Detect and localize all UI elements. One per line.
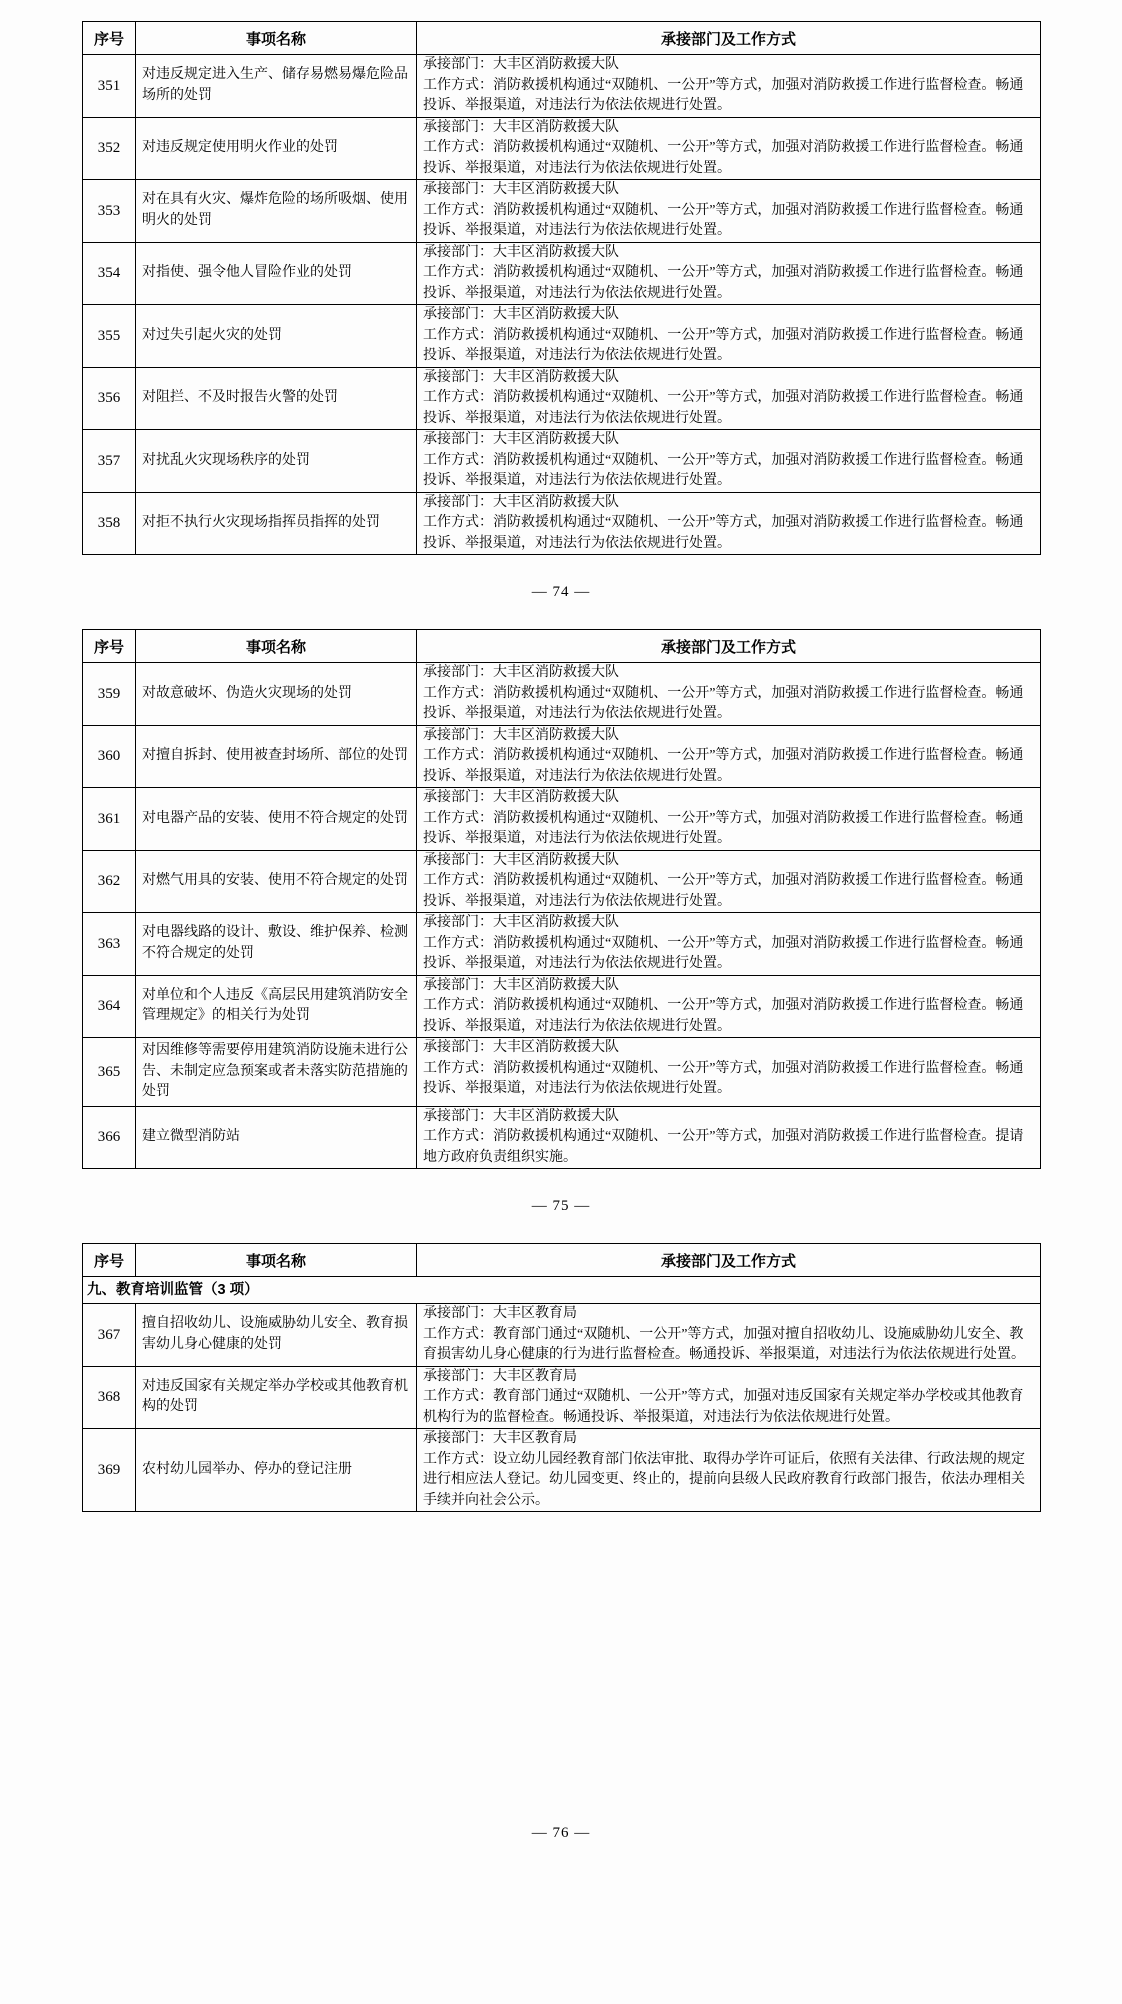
dept-and-method <box>417 975 1041 1038</box>
work-method: 工作方式：消防救援机构通过“双随机、一公开”等方式，加强对消防救援工作进行监督检查。畅通投诉、举报渠道，对违法行为依法依规进行处置。 <box>423 685 1024 721</box>
item-name: 对阻拦、不及时报告火警的处罚 <box>136 367 417 430</box>
work-method: 工作方式：消防救援机构通过“双随机、一公开”等方式，加强对消防救援工作进行监督检查。提请地方政府负责组织实施。 <box>423 1129 1024 1165</box>
dept-and-method <box>417 788 1041 851</box>
undertaking-department: 承接部门：大丰区消防救援大队 <box>423 665 619 680</box>
dept-and-method <box>417 1304 1041 1367</box>
item-name: 对扰乱火灾现场秩序的处罚 <box>136 430 417 493</box>
work-method: 工作方式：消防救援机构通过“双随机、一公开”等方式，加强对消防救援工作进行监督检查。畅通投诉、举报渠道，对违法行为依法依规进行处置。 <box>423 265 1024 301</box>
work-method: 工作方式：消防救援机构通过“双随机、一公开”等方式，加强对消防救援工作进行监督检查。畅通投诉、举报渠道，对违法行为依法依规进行处置。 <box>423 140 1024 176</box>
dept-and-method <box>417 305 1041 368</box>
undertaking-department: 承接部门：大丰区消防救援大队 <box>423 432 619 447</box>
dept-and-method <box>417 430 1041 493</box>
header-dept-method: 承接部门及工作方式 <box>417 22 1041 55</box>
item-name: 对电器线路的设计、敷设、维护保养、检测不符合规定的处罚 <box>136 913 417 976</box>
row-serial-number: 363 <box>83 913 136 976</box>
item-name: 农村幼儿园举办、停办的登记注册 <box>136 1429 417 1512</box>
dept-and-method <box>417 913 1041 976</box>
work-method: 工作方式：消防救援机构通过“双随机、一公开”等方式，加强对消防救援工作进行监督检查。畅通投诉、举报渠道，对违法行为依法依规进行处置。 <box>423 77 1024 113</box>
items-table-75 <box>82 629 1041 1169</box>
work-method: 工作方式：消防救援机构通过“双随机、一公开”等方式，加强对消防救援工作进行监督检查。畅通投诉、举报渠道，对违法行为依法依规进行处置。 <box>423 998 1024 1034</box>
header-item-name: 事项名称 <box>136 630 417 663</box>
row-serial-number: 365 <box>83 1038 136 1107</box>
undertaking-department: 承接部门：大丰区教育局 <box>423 1431 577 1446</box>
undertaking-department: 承接部门：大丰区消防救援大队 <box>423 494 619 510</box>
item-name: 对因维修等需要停用建筑消防设施未进行公告、未制定应急预案或者未落实防范措施的处罚 <box>136 1038 417 1107</box>
work-method: 工作方式：教育部门通过“双随机、一公开”等方式，加强对擅自招收幼儿、设施威胁幼儿安全、教育损害幼儿身心健康的行为进行监督检查。畅通投诉、举报渠道，对违法行为依法依规进行处置。 <box>423 1326 1025 1362</box>
row-serial-number: 356 <box>83 367 136 430</box>
undertaking-department: 承接部门：大丰区消防救援大队 <box>423 369 619 385</box>
table-row <box>83 1429 1041 1512</box>
row-serial-number: 367 <box>83 1304 136 1367</box>
dept-and-method <box>417 180 1041 243</box>
work-method: 工作方式：消防救援机构通过“双随机、一公开”等方式，加强对消防救援工作进行监督检查。畅通投诉、举报渠道，对违法行为依法依规进行处置。 <box>423 810 1024 846</box>
table-row <box>83 725 1041 788</box>
work-method: 工作方式：消防救援机构通过“双随机、一公开”等方式，加强对消防救援工作进行监督检查。畅通投诉、举报渠道，对违法行为依法依规进行处置。 <box>423 515 1024 551</box>
page-number: — 75 — <box>531 1198 591 1214</box>
page-75 <box>0 629 1122 1215</box>
header-item-name: 事项名称 <box>136 1244 417 1277</box>
row-serial-number: 355 <box>83 305 136 368</box>
work-method: 工作方式：消防救援机构通过“双随机、一公开”等方式，加强对消防救援工作进行监督检查。畅通投诉、举报渠道，对违法行为依法依规进行处置。 <box>423 202 1024 238</box>
table-row <box>83 180 1041 243</box>
undertaking-department: 承接部门：大丰区消防救援大队 <box>423 244 619 260</box>
work-method: 工作方式：消防救援机构通过“双随机、一公开”等方式，加强对消防救援工作进行监督检查。畅通投诉、举报渠道，对违法行为依法依规进行处置。 <box>423 390 1024 426</box>
item-name: 对在具有火灾、爆炸危险的场所吸烟、使用明火的处罚 <box>136 180 417 243</box>
dept-and-method <box>417 1106 1041 1169</box>
table-header-row <box>83 22 1041 55</box>
undertaking-department: 承接部门：大丰区消防救援大队 <box>423 307 619 322</box>
item-name: 对单位和个人违反《高层民用建筑消防安全管理规定》的相关行为处罚 <box>136 975 417 1038</box>
work-method: 工作方式：消防救援机构通过“双随机、一公开”等方式，加强对消防救援工作进行监督检查。畅通投诉、举报渠道，对违法行为依法依规进行处置。 <box>423 873 1024 909</box>
dept-and-method <box>417 1038 1041 1107</box>
table-row <box>83 1106 1041 1169</box>
table-row <box>83 492 1041 555</box>
items-table-76 <box>82 1243 1041 1512</box>
page-number: — 76 — <box>531 1825 591 1841</box>
page-number: — 74 — <box>531 584 591 600</box>
header-serial-number: 序号 <box>83 630 136 663</box>
header-dept-method: 承接部门及工作方式 <box>417 630 1041 663</box>
work-method: 工作方式：消防救援机构通过“双随机、一公开”等方式，加强对消防救援工作进行监督检查。畅通投诉、举报渠道，对违法行为依法依规进行处置。 <box>423 748 1024 784</box>
undertaking-department: 承接部门：大丰区消防救援大队 <box>423 727 619 743</box>
work-method: 工作方式：消防救援机构通过“双随机、一公开”等方式，加强对消防救援工作进行监督检查。畅通投诉、举报渠道，对违法行为依法依规进行处置。 <box>423 452 1024 488</box>
item-name: 对擅自拆封、使用被查封场所、部位的处罚 <box>136 725 417 788</box>
table-row <box>83 55 1041 118</box>
row-serial-number: 366 <box>83 1106 136 1169</box>
item-name: 对过失引起火灾的处罚 <box>136 305 417 368</box>
undertaking-department: 承接部门：大丰区消防救援大队 <box>423 1108 619 1124</box>
table-row <box>83 1304 1041 1367</box>
item-name: 对故意破坏、伪造火灾现场的处罚 <box>136 663 417 726</box>
row-serial-number: 362 <box>83 850 136 913</box>
table-row <box>83 788 1041 851</box>
table-row <box>83 117 1041 180</box>
row-serial-number: 357 <box>83 430 136 493</box>
table-row <box>83 1038 1041 1107</box>
undertaking-department: 承接部门：大丰区消防救援大队 <box>423 915 619 930</box>
row-serial-number: 358 <box>83 492 136 555</box>
work-method: 工作方式：教育部门通过“双随机、一公开”等方式，加强对违反国家有关规定举办学校或其他教育机构行为的监督检查。畅通投诉、举报渠道，对违法行为依法依规进行处置。 <box>423 1389 1024 1425</box>
undertaking-department: 承接部门：大丰区消防救援大队 <box>423 852 619 868</box>
dept-and-method <box>417 663 1041 726</box>
row-serial-number: 369 <box>83 1429 136 1512</box>
header-serial-number: 序号 <box>83 22 136 55</box>
dept-and-method <box>417 367 1041 430</box>
dept-and-method <box>417 1366 1041 1429</box>
header-serial-number: 序号 <box>83 1244 136 1277</box>
work-method: 工作方式：设立幼儿园经教育部门依法审批、取得办学许可证后，依照有关法律、行政法规的规定进行相应法人登记。幼儿园变更、终止的，提前向县级人民政府教育行政部门报告，依法办理相关手续并向社会公示。 <box>423 1451 1025 1508</box>
header-dept-method: 承接部门及工作方式 <box>417 1244 1041 1277</box>
undertaking-department: 承接部门：大丰区消防救援大队 <box>423 977 619 993</box>
item-name: 擅自招收幼儿、设施威胁幼儿安全、教育损害幼儿身心健康的处罚 <box>136 1304 417 1367</box>
undertaking-department: 承接部门：大丰区消防救援大队 <box>423 790 619 805</box>
section-header-row <box>83 1277 1041 1304</box>
table-row <box>83 430 1041 493</box>
undertaking-department: 承接部门：大丰区消防救援大队 <box>423 182 619 197</box>
dept-and-method <box>417 850 1041 913</box>
table-header-row <box>83 1244 1041 1277</box>
dept-and-method <box>417 55 1041 118</box>
undertaking-department: 承接部门：大丰区教育局 <box>423 1306 577 1321</box>
table-row <box>83 975 1041 1038</box>
work-method: 工作方式：消防救援机构通过“双随机、一公开”等方式，加强对消防救援工作进行监督检查。畅通投诉、举报渠道，对违法行为依法依规进行处置。 <box>423 1060 1024 1096</box>
work-method: 工作方式：消防救援机构通过“双随机、一公开”等方式，加强对消防救援工作进行监督检查。畅通投诉、举报渠道，对违法行为依法依规进行处置。 <box>423 327 1024 363</box>
table-row <box>83 663 1041 726</box>
table-row <box>83 913 1041 976</box>
row-serial-number: 359 <box>83 663 136 726</box>
row-serial-number: 351 <box>83 55 136 118</box>
undertaking-department: 承接部门：大丰区消防救援大队 <box>423 1040 619 1055</box>
work-method: 工作方式：消防救援机构通过“双随机、一公开”等方式，加强对消防救援工作进行监督检查。畅通投诉、举报渠道，对违法行为依法依规进行处置。 <box>423 935 1024 971</box>
row-serial-number: 364 <box>83 975 136 1038</box>
table-row <box>83 850 1041 913</box>
table-row <box>83 1366 1041 1429</box>
row-serial-number: 368 <box>83 1366 136 1429</box>
dept-and-method <box>417 242 1041 305</box>
page-74 <box>0 21 1122 601</box>
table-row <box>83 242 1041 305</box>
dept-and-method <box>417 1429 1041 1512</box>
row-serial-number: 361 <box>83 788 136 851</box>
item-name: 对电器产品的安装、使用不符合规定的处罚 <box>136 788 417 851</box>
item-name: 对燃气用具的安装、使用不符合规定的处罚 <box>136 850 417 913</box>
items-table-74 <box>82 21 1041 555</box>
row-serial-number: 354 <box>83 242 136 305</box>
table-row <box>83 305 1041 368</box>
dept-and-method <box>417 725 1041 788</box>
dept-and-method <box>417 492 1041 555</box>
section-title: 九、教育培训监管（3 项） <box>83 1277 1041 1304</box>
undertaking-department: 承接部门：大丰区教育局 <box>423 1368 577 1384</box>
dept-and-method <box>417 117 1041 180</box>
item-name: 对违反规定进入生产、储存易燃易爆危险品场所的处罚 <box>136 55 417 118</box>
table-header-row <box>83 630 1041 663</box>
item-name: 对违反国家有关规定举办学校或其他教育机构的处罚 <box>136 1366 417 1429</box>
table-row <box>83 367 1041 430</box>
row-serial-number: 360 <box>83 725 136 788</box>
header-item-name: 事项名称 <box>136 22 417 55</box>
item-name: 建立微型消防站 <box>136 1106 417 1169</box>
page-76 <box>0 1243 1122 1842</box>
undertaking-department: 承接部门：大丰区消防救援大队 <box>423 119 619 135</box>
item-name: 对违反规定使用明火作业的处罚 <box>136 117 417 180</box>
row-serial-number: 353 <box>83 180 136 243</box>
item-name: 对拒不执行火灾现场指挥员指挥的处罚 <box>136 492 417 555</box>
item-name: 对指使、强令他人冒险作业的处罚 <box>136 242 417 305</box>
row-serial-number: 352 <box>83 117 136 180</box>
undertaking-department: 承接部门：大丰区消防救援大队 <box>423 57 619 72</box>
